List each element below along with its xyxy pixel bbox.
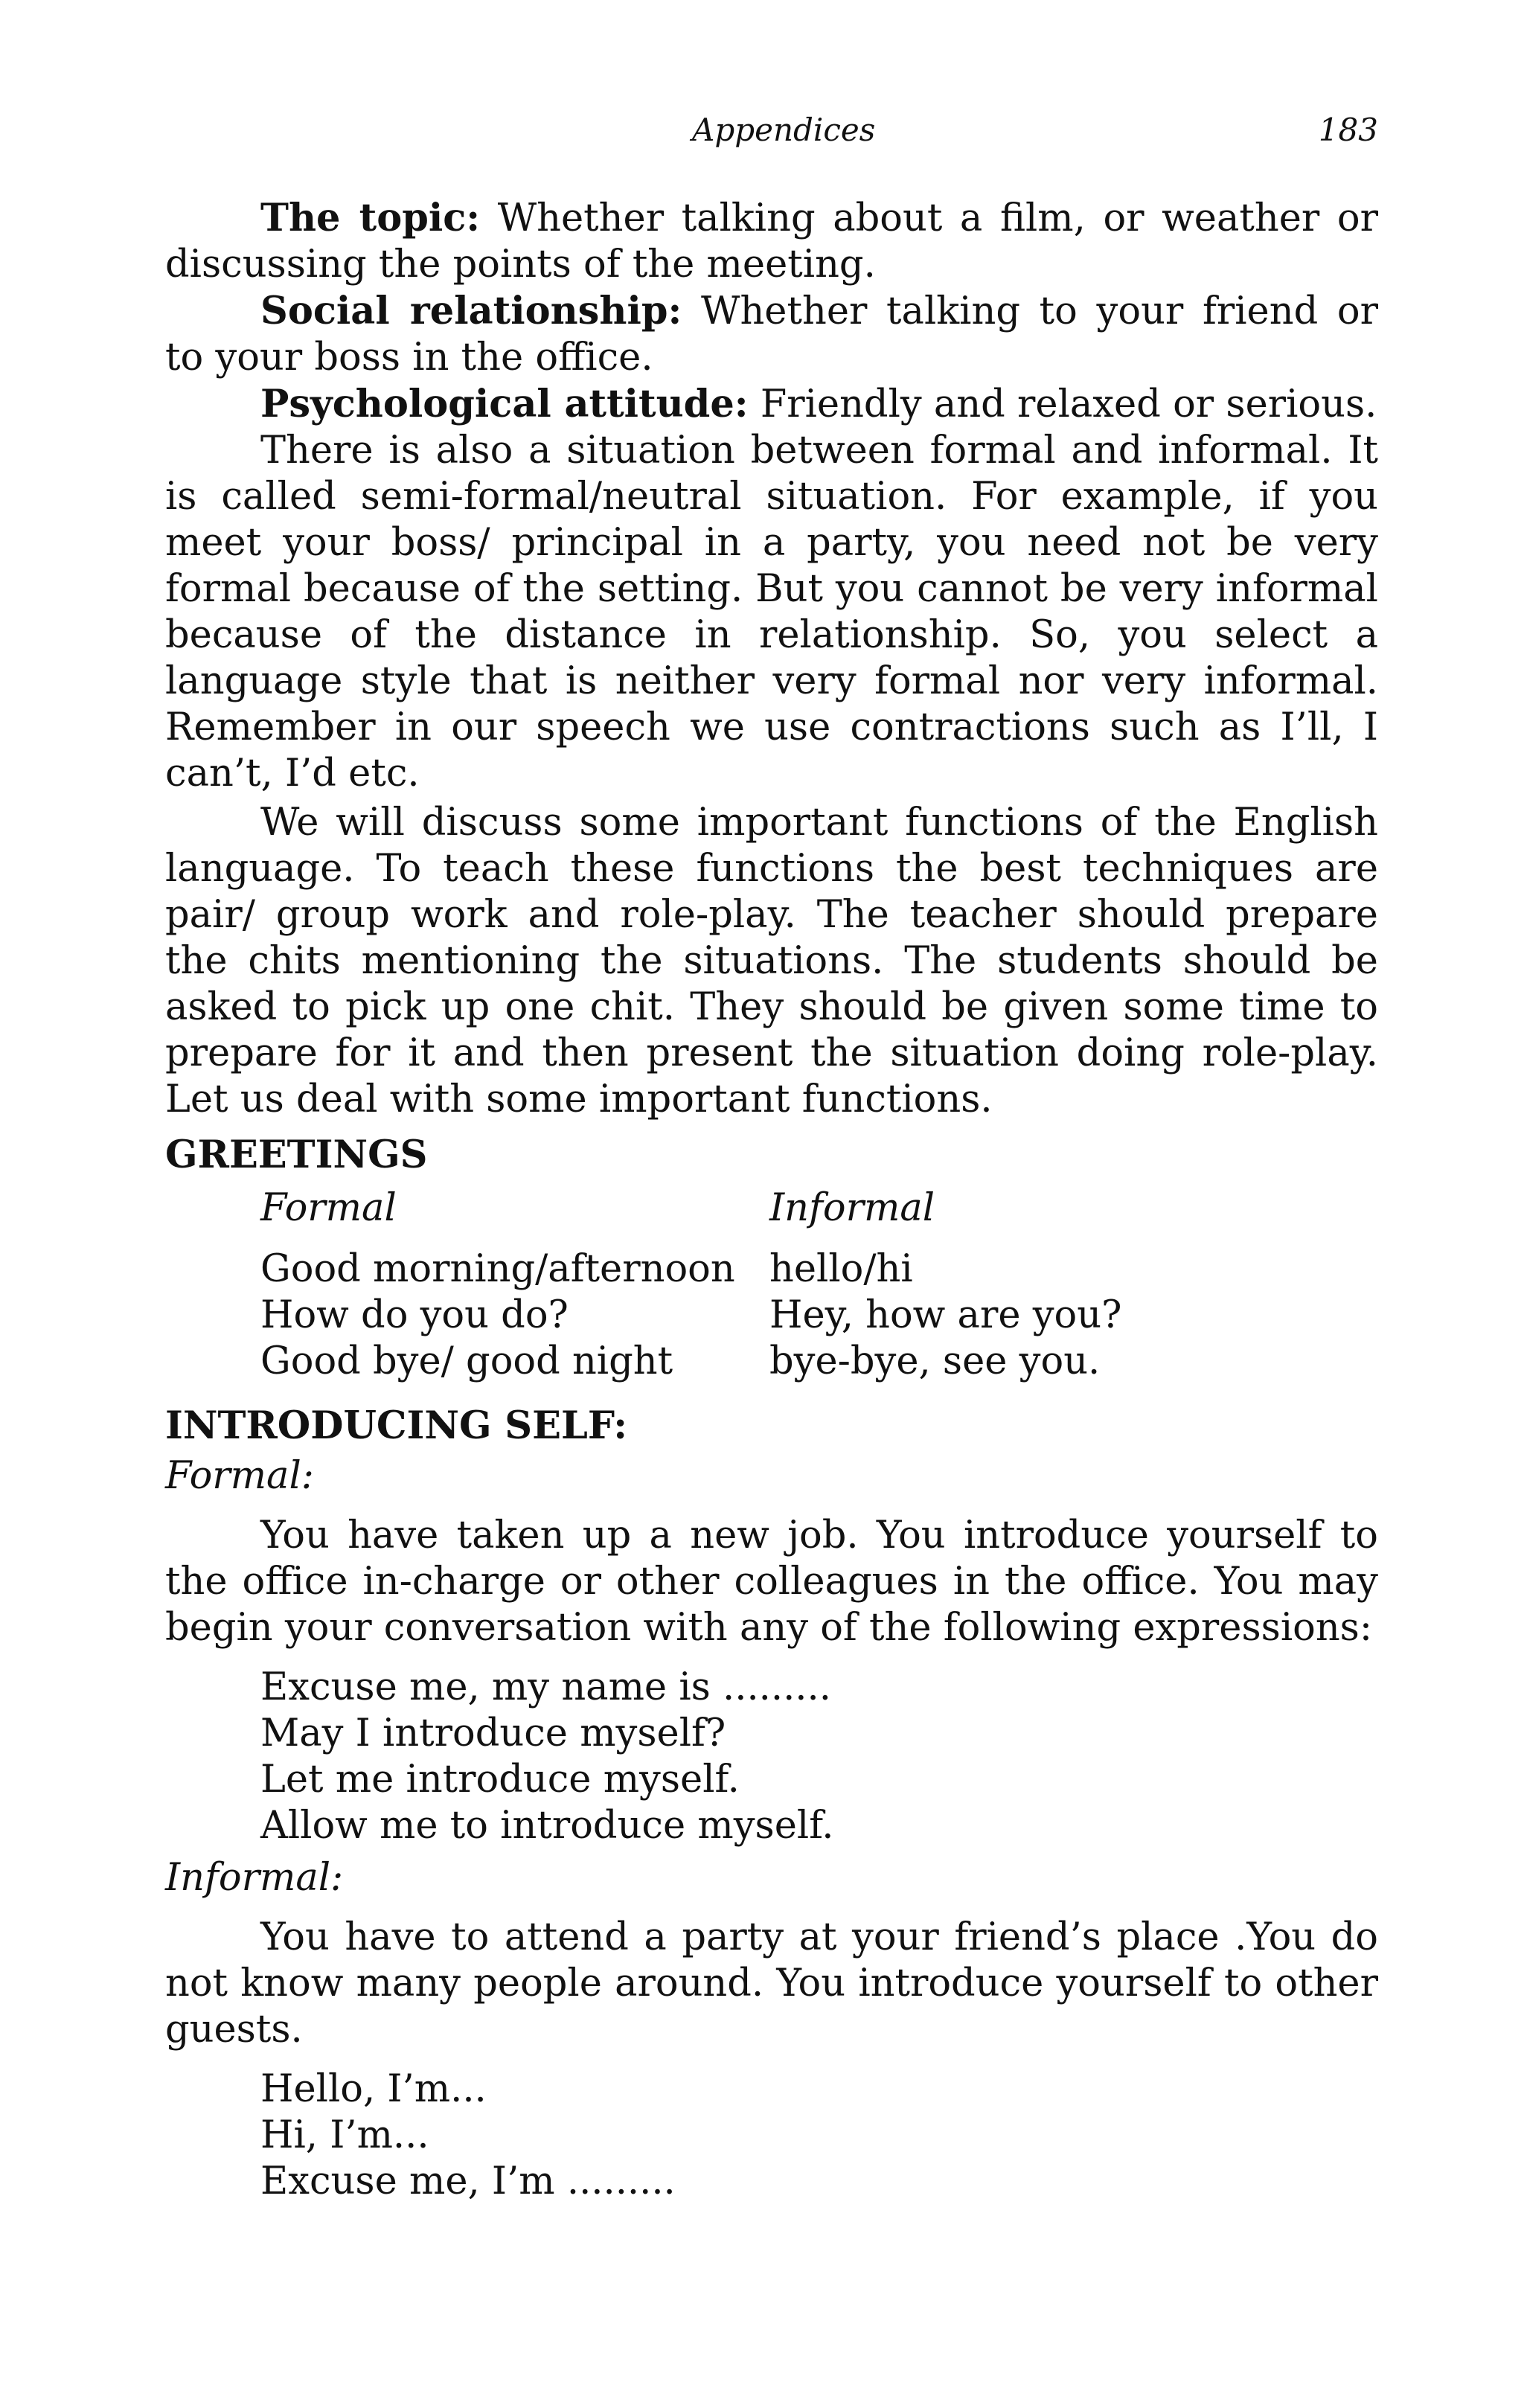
expression-item: Excuse me, my name is ......... [260, 1665, 831, 1709]
informal-greeting: Hey, how are you? [769, 1293, 1122, 1337]
expression-item: Let me introduce myself. [260, 1758, 740, 1802]
formal-subheading: Formal: [165, 1454, 314, 1498]
greetings-column-headers [165, 1185, 1378, 1232]
semi-formal-paragraph: There is also a situation between formal and informal. It is called semi-formal/neutral situation. For example, if you meet your boss/ principal in a party, you need not be very formal because of the setting. But you cannot be very informal because of the distance in relationship. So, you select a language style that is neither very formal nor very informal. Remember in our speech we use contractions such as I’ll, I can’t, I’d etc. [165, 429, 1378, 795]
greetings-row [165, 1246, 1378, 1293]
expression-item: May I introduce myself? [260, 1711, 726, 1755]
formal-greeting: Good bye/ good night [260, 1339, 673, 1383]
page-body [165, 195, 1378, 2205]
informal-subheading: Informal: [165, 1856, 344, 1900]
informal-greeting: bye-bye, see you. [769, 1339, 1101, 1383]
informal-introduction-paragraph: You have to attend a party at your friend’s place .You do not know many people around. You introduce yourself to other guests. [165, 1915, 1378, 2052]
topic-paragraph [165, 195, 1378, 288]
greetings-table [165, 1246, 1378, 1385]
greetings-row [165, 1339, 1378, 1385]
informal-column-header: Informal [769, 1186, 935, 1230]
greetings-heading: GREETINGS [165, 1133, 428, 1177]
psychological-attitude-text: Friendly and relaxed or serious. [748, 382, 1377, 426]
introducing-self-heading: INTRODUCING SELF: [165, 1403, 628, 1448]
page-number: 183 [1318, 112, 1378, 148]
expression-item: Hi, I’m... [260, 2113, 429, 2157]
informal-greeting: hello/hi [769, 1247, 913, 1291]
expression-item: Hello, I’m... [260, 2067, 487, 2111]
social-relationship-paragraph [165, 288, 1378, 381]
topic-label: The topic: [260, 196, 481, 240]
formal-introduction-paragraph: You have taken up a new job. You introduce yourself to the office in-charge or other colleagues in the office. You may begin your conversation with any of the following expressions: [165, 1514, 1378, 1650]
formal-greeting: How do you do? [260, 1293, 569, 1337]
formal-expressions-list [165, 1665, 1378, 1849]
informal-expressions-list [165, 2066, 1378, 2205]
psychological-attitude-paragraph [165, 381, 1378, 428]
formal-column-header: Formal [260, 1186, 397, 1230]
page-header [165, 112, 1378, 156]
greetings-row [165, 1293, 1378, 1339]
topic-text: Whether talking about a film, or weather or discussing the points of the meeting. [165, 196, 1378, 286]
psychological-attitude-label: Psychological attitude: [260, 382, 749, 426]
social-relationship-label: Social relationship: [260, 289, 682, 333]
formal-greeting: Good morning/afternoon [260, 1247, 735, 1291]
expression-item: Allow me to introduce myself. [260, 1804, 834, 1848]
social-relationship-text: Whether talking to your friend or to your boss in the office. [165, 289, 1378, 380]
running-head: Appendices [692, 112, 876, 148]
expression-item: Excuse me, I’m ......... [260, 2159, 676, 2203]
functions-paragraph: We will discuss some important functions of the English language. To teach these functions the best techniques are pair/ group work and role-play. The teacher should prepare the chits mentioning the situations. The students should be asked to pick up one chit. They should be given some time to prepare for it and then present the situation doing role-play. Let us deal with some important functions. [165, 801, 1378, 1121]
